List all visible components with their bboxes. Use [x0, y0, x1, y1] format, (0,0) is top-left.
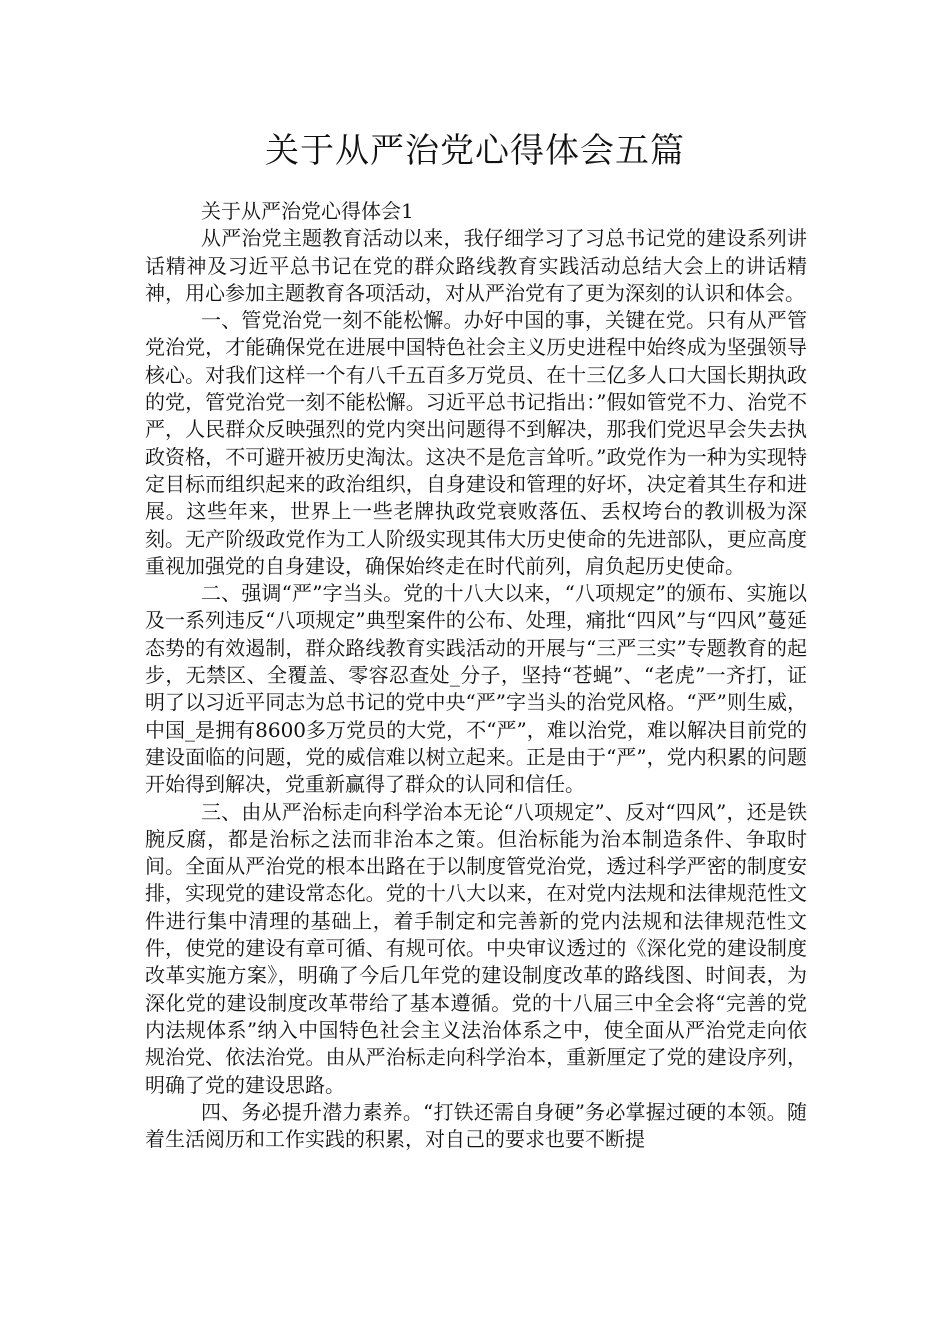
paragraph-intro: 从严治党主题教育活动以来，我仔细学习了习总书记党的建设系列讲话精神及习近平总书记在党的群众路线教育实践活动总结大会上的讲话精神，用心参加主题教育各项活动，对从严治党有了更为深刻的认识和体会。: [145, 226, 807, 305]
paragraph-point-4: 四、务必提升潜力素养。“打铁还需自身硬”务必掌握过硬的本领。随着生活阅历和工作实践的积累，对自己的要求也要不断提: [145, 1099, 807, 1152]
paragraph-point-3: 三、由从严治标走向科学治本无论“八项规定”、反对“四风”，还是铁腕反腐，都是治标之法而非治本之策。但治标能为治本制造条件、争取时间。全面从严治党的根本出路在于以制度管党治党，透过科学严密的制度安排，实现党的建设常态化。党的十八大以来，在对党内法规和法律规范性文件进行集中清理的基础上，着手制定和完善新的党内法规和法律规范性文件，使党的建设有章可循、有规可依。中央审议透过的《深化党的建设制度改革实施方案》，明确了今后几年党的建设制度改革的路线图、时间表，为深化党的建设制度改革带给了基本遵循。党的十八届三中全会将“完善的党内法规体系”纳入中国特色社会主义法治体系之中，使全面从严治党走向依规治党、依法治党。由从严治标走向科学治本，重新厘定了党的建设序列，明确了党的建设思路。: [145, 799, 807, 1097]
paragraph-point-1: 一、管党治党一刻不能松懈。办好中国的事，关键在党。只有从严管党治党，才能确保党在进展中国特色社会主义历史进程中始终成为坚强领导核心。对我们这样一个有八千五百多万党员、在十三亿多人口大国长期执政的党，管党治党一刻不能松懈。习近平总书记指出：”假如管党不力、治党不严，人民群众反映强烈的党内突出问题得不到解决，那我们党迟早会失去执政资格，不可避开被历史淘汰。这决不是危言耸听。”政党作为一种为实现特定目标而组织起来的政治组织，自身建设和管理的好坏，决定着其生存和进展。这些年来，世界上一些老牌执政党衰败落伍、丢权垮台的教训极为深刻。无产阶级政党作为工人阶级实现其伟大历史使命的先进部队，更应高度重视加强党的自身建设，确保始终走在时代前列，肩负起历史使命。: [145, 308, 807, 578]
document-body: [145, 198, 807, 1153]
document-title: 关于从严治党心得体会五篇: [265, 131, 685, 171]
paragraph-point-2: 二、强调“严”字当头。党的十八大以来，“八项规定”的颁布、实施以及一系列违反“八项规定”典型案件的公布、处理，痛批“四风”与“四风”蔓延态势的有效遏制，群众路线教育实践活动的开展与“三严三实”专题教育的起步，无禁区、全覆盖、零容忍查处_分子，坚持“苍蝇”、“老虎”一齐打，证明了以习近平同志为总书记的党中央“严”字当头的治党风格。“严”则生威，中国_是拥有8600多万党员的大党，不“严”，难以治党，难以解决目前党的建设面临的问题，党的威信难以树立起来。正是由于“严”，党内积累的问题开始得到解决，党重新赢得了群众的认同和信任。: [145, 581, 807, 797]
section-subtitle: 关于从严治党心得体会1: [201, 199, 414, 223]
